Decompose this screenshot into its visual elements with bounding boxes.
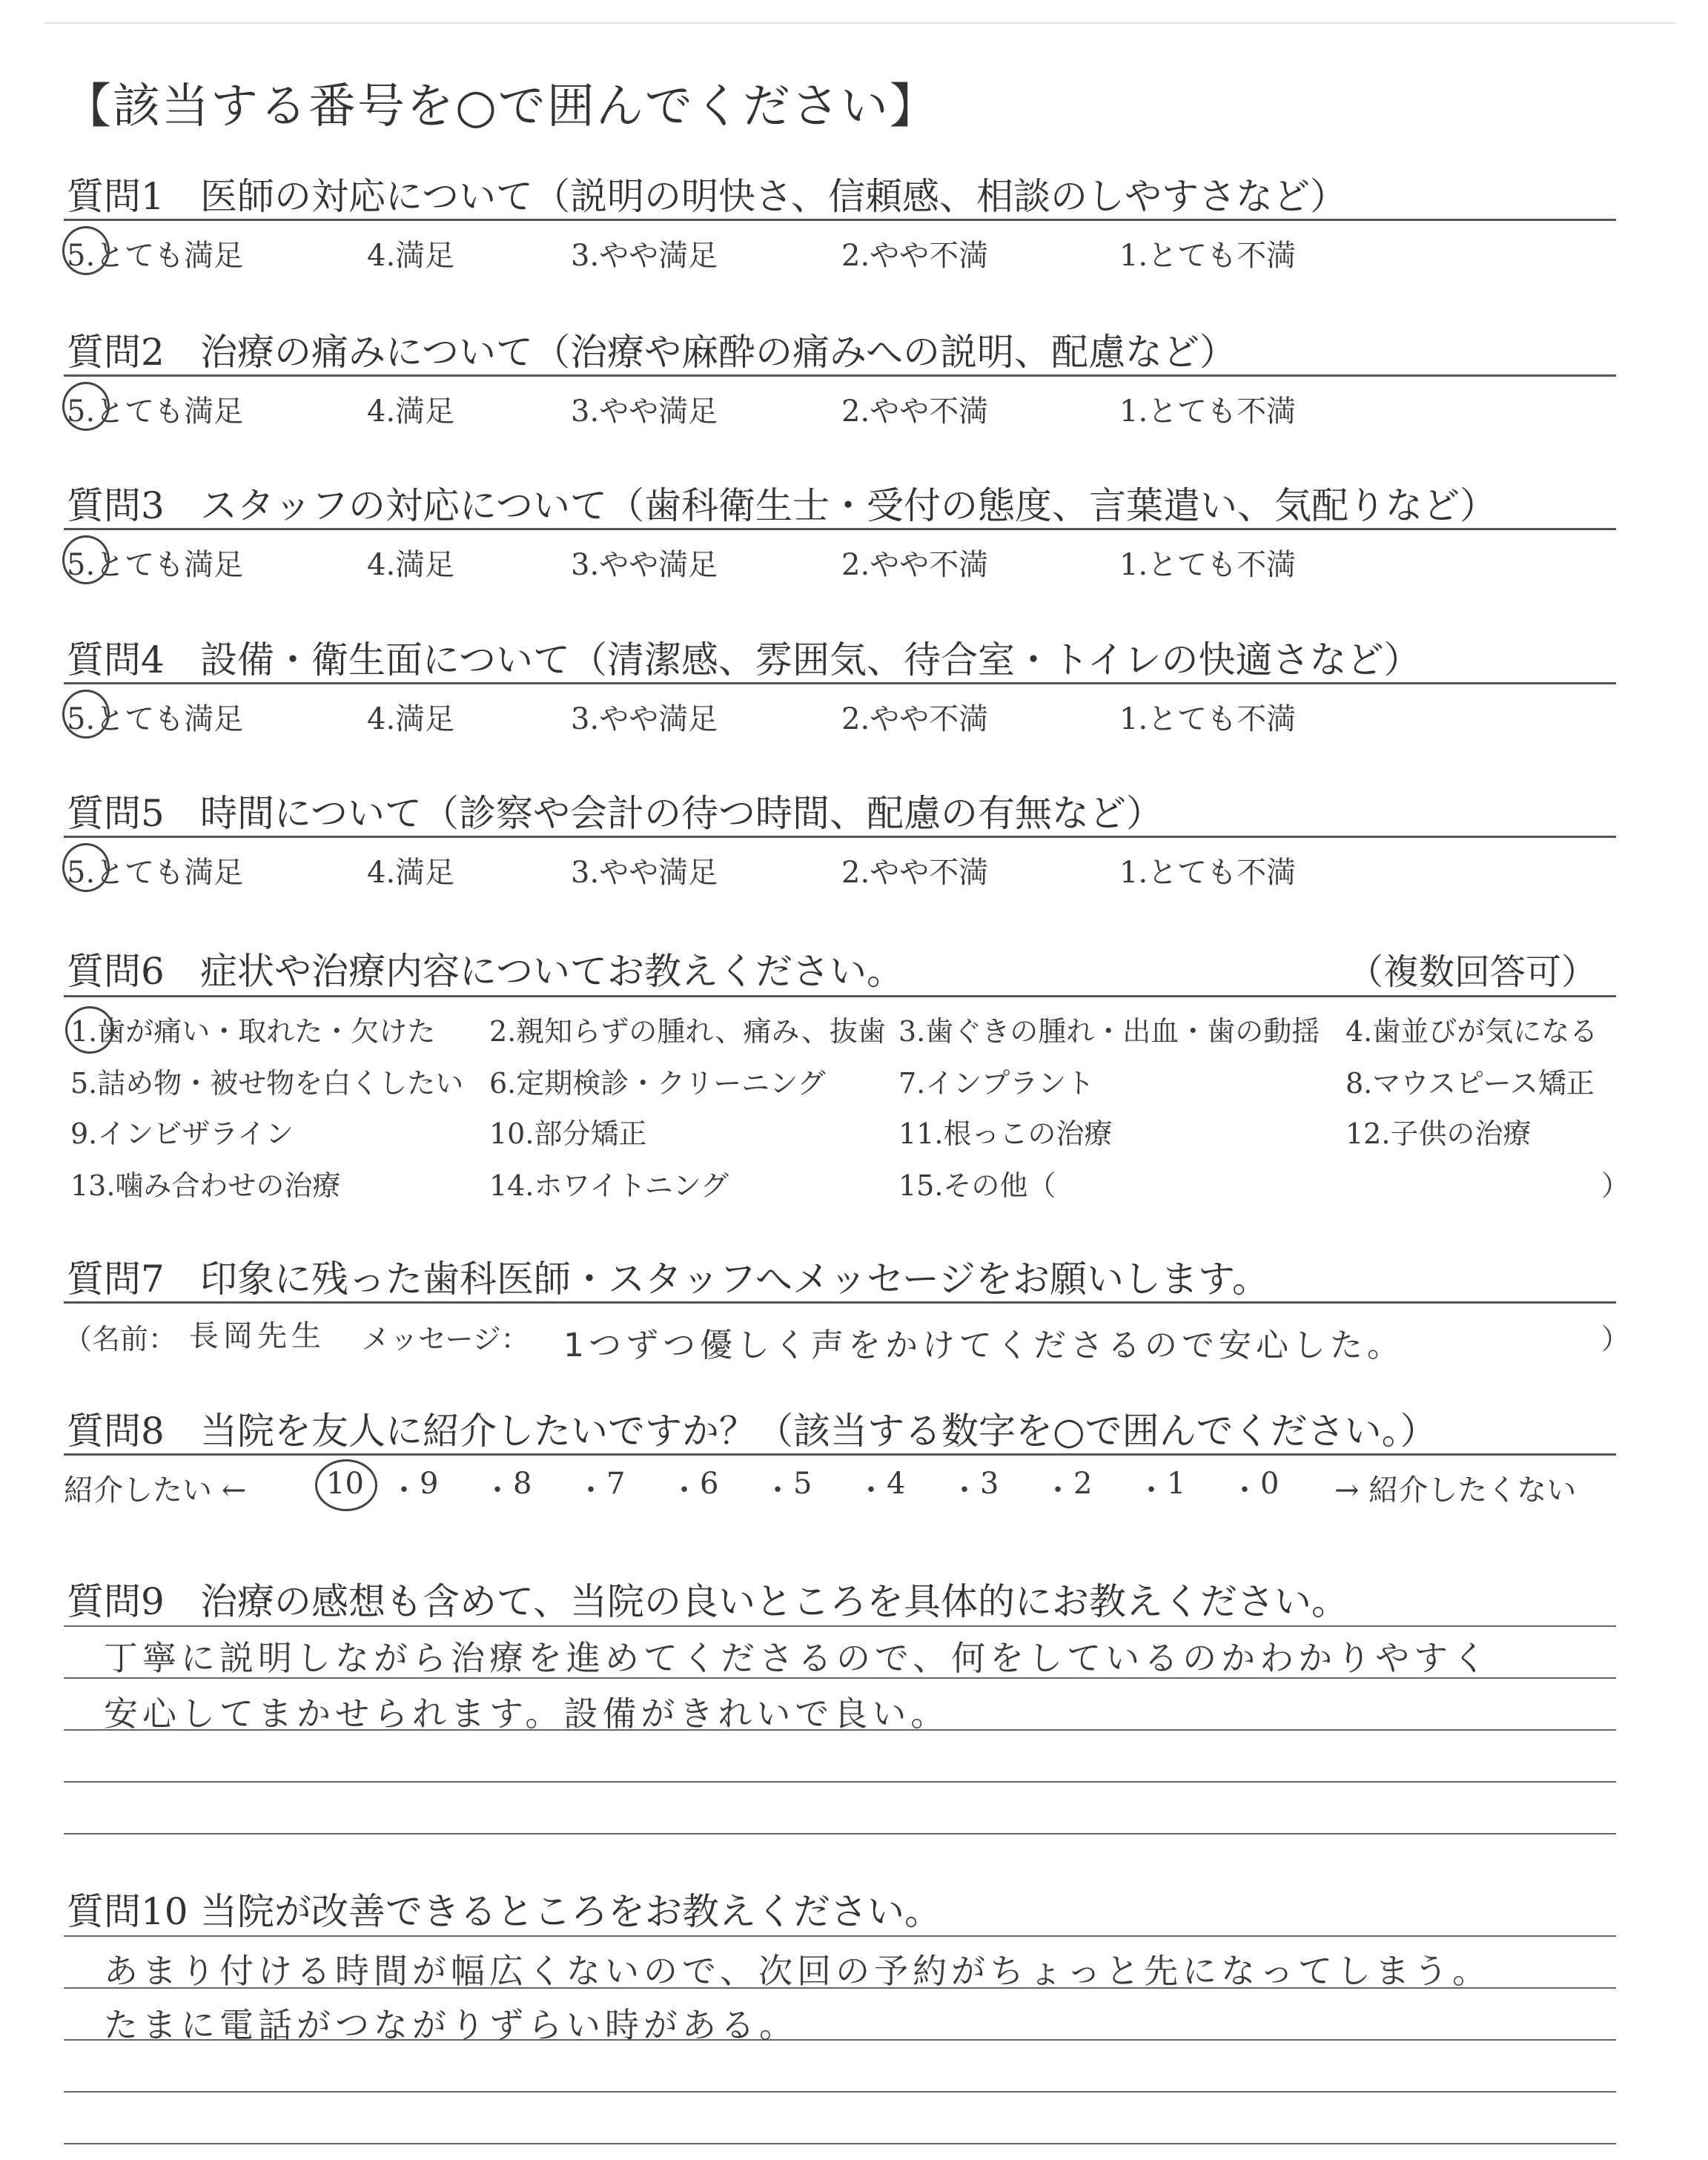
- q8-scale-7[interactable]: 7: [606, 1467, 626, 1501]
- q3-rule: [64, 528, 1616, 530]
- q8-scale-10[interactable]: 10: [326, 1467, 364, 1501]
- q6-option-9[interactable]: 9.インビザライン: [70, 1117, 294, 1150]
- q1-option-3[interactable]: 3.やや満足: [571, 239, 718, 273]
- q7-rule: [64, 1301, 1616, 1304]
- q10-number: 質問10: [67, 1890, 188, 1933]
- q6-heading: [67, 942, 904, 995]
- q6-option-15[interactable]: 15.その他（: [898, 1169, 1056, 1202]
- q6-option-6[interactable]: 6.定期検診・クリーニング: [489, 1067, 826, 1100]
- q10-line-4: [64, 2091, 1616, 2093]
- q9-line-5: [64, 1833, 1616, 1834]
- q5-selection-circle: [62, 843, 110, 892]
- q6-option-7[interactable]: 7.インプラント: [898, 1067, 1095, 1100]
- q8-rule: [64, 1453, 1616, 1456]
- q3-selection-circle: [62, 535, 110, 584]
- q7-heading: [67, 1249, 1269, 1303]
- q2-selection-circle: [62, 382, 110, 431]
- q6-rule: [64, 995, 1616, 997]
- q5-option-4[interactable]: 4.満足: [367, 856, 455, 890]
- q8-scale-separator: ・: [1043, 1473, 1073, 1507]
- q8-left-label: 紹介したい ←: [64, 1473, 247, 1507]
- q6-option-3[interactable]: 3.歯ぐきの腫れ・出血・歯の動揺: [898, 1015, 1320, 1048]
- q8-scale-2[interactable]: 2: [1073, 1467, 1093, 1501]
- q5-option-2[interactable]: 2.やや不満: [841, 856, 989, 890]
- q9-line-1: [64, 1625, 1616, 1627]
- q1-option-1[interactable]: 1.とても不満: [1119, 239, 1297, 273]
- q9-text: 治療の感想も含めて、当院の良いところを具体的にお教えください。: [200, 1580, 1348, 1623]
- q8-scale-0[interactable]: 0: [1260, 1467, 1280, 1501]
- q8-heading: [67, 1401, 1437, 1455]
- q8-scale-3[interactable]: 3: [980, 1467, 999, 1501]
- q8-text: 当院を友人に紹介したいですか？（該当する数字を○で囲んでください。）: [200, 1410, 1437, 1453]
- q3-option-3[interactable]: 3.やや満足: [571, 548, 718, 582]
- q9-answer-line-2[interactable]: 安心してまかせられます。設備がきれいで良い。: [104, 1694, 950, 1734]
- q8-scale-6[interactable]: 6: [700, 1467, 719, 1501]
- q6-option-10[interactable]: 10.部分矯正: [489, 1117, 647, 1150]
- q2-option-4[interactable]: 4.満足: [367, 394, 455, 429]
- q8-scale-9[interactable]: 9: [420, 1467, 439, 1501]
- q8-scale-separator: ・: [1136, 1473, 1166, 1507]
- q8-scale-4[interactable]: 4: [887, 1467, 906, 1501]
- q5-option-5[interactable]: 5.とても満足: [67, 856, 244, 890]
- q8-scale-separator: ・: [1230, 1473, 1260, 1507]
- q10-text: 当院が改善できるところをお教えください。: [200, 1890, 941, 1933]
- q3-option-1[interactable]: 1.とても不満: [1119, 548, 1297, 582]
- q5-rule: [64, 836, 1616, 838]
- q4-option-5[interactable]: 5.とても満足: [67, 702, 244, 736]
- q9-line-4: [64, 1781, 1616, 1783]
- q7-message-value[interactable]: 1つずつ優しく声をかけてくださるので安心した。: [563, 1327, 1404, 1364]
- q6-option-8[interactable]: 8.マウスピース矯正: [1345, 1067, 1595, 1100]
- q1-rule: [64, 219, 1616, 221]
- q9-number: 質問9: [67, 1580, 165, 1623]
- q1-option-5[interactable]: 5.とても満足: [67, 239, 244, 273]
- q7-message-label: メッセージ：: [362, 1323, 529, 1355]
- q6-option-2[interactable]: 2.親知らずの腫れ、痛み、抜歯: [489, 1015, 886, 1048]
- q6-other-close: ）: [1601, 1169, 1630, 1202]
- q6-option-13[interactable]: 13.噛み合わせの治療: [70, 1169, 341, 1202]
- q1-number: 質問1: [67, 175, 165, 218]
- q8-scale-separator: ・: [950, 1473, 979, 1507]
- q9-heading: [67, 1572, 1348, 1625]
- q8-scale-8[interactable]: 8: [513, 1467, 532, 1501]
- q8-scale-separator: ・: [856, 1473, 886, 1507]
- q8-scale-separator: ・: [669, 1473, 699, 1507]
- q4-text: 設備・衛生面について（清潔感、雰囲気、待合室・トイレの快適さなど）: [200, 638, 1421, 681]
- q7-name-value[interactable]: 長岡先生: [189, 1319, 325, 1353]
- q4-heading: [67, 630, 1421, 684]
- q10-answer-line-2[interactable]: たまに電話がつながりずらい時がある。: [104, 2005, 798, 2045]
- q4-option-2[interactable]: 2.やや不満: [841, 702, 989, 736]
- q5-option-1[interactable]: 1.とても不満: [1119, 856, 1297, 890]
- q3-heading: [67, 476, 1497, 529]
- q6-selection-circle: [65, 1006, 114, 1054]
- q2-text: 治療の痛みについて（治療や麻酔の痛みへの説明、配慮など）: [200, 331, 1237, 374]
- q1-option-2[interactable]: 2.やや不満: [841, 239, 989, 273]
- q3-option-5[interactable]: 5.とても満足: [67, 548, 244, 582]
- q6-text: 症状や治療内容についてお教えください。: [200, 950, 904, 993]
- top-border: [44, 22, 1675, 24]
- q2-number: 質問2: [67, 331, 165, 374]
- q6-option-1[interactable]: 1.歯が痛い・取れた・欠けた: [70, 1015, 436, 1048]
- q2-rule: [64, 374, 1616, 377]
- q6-option-14[interactable]: 14.ホワイトニング: [489, 1169, 729, 1202]
- page-title: 【該当する番号を○で囲んでください】: [64, 79, 939, 134]
- q4-option-3[interactable]: 3.やや満足: [571, 702, 718, 736]
- q7-name-label: （名前：: [64, 1323, 177, 1355]
- q9-answer-line-1[interactable]: 丁寧に説明しながら治療を進めてくださるので、何をしているのかわかりやすく: [104, 1638, 1492, 1678]
- q3-number: 質問3: [67, 484, 165, 527]
- q2-option-1[interactable]: 1.とても不満: [1119, 394, 1297, 429]
- q10-answer-line-1[interactable]: あまり付ける時間が幅広くないので、次回の予約がちょっと先になってしまう。: [104, 1951, 1492, 1991]
- q5-option-3[interactable]: 3.やや満足: [571, 856, 718, 890]
- q8-scale-separator: ・: [576, 1473, 606, 1507]
- q5-text: 時間について（診察や会計の待つ時間、配慮の有無など）: [200, 792, 1163, 835]
- q5-number: 質問5: [67, 792, 165, 835]
- q8-scale-separator: ・: [483, 1473, 512, 1507]
- q1-selection-circle: [62, 226, 110, 275]
- q8-scale-5[interactable]: 5: [793, 1467, 812, 1501]
- q6-option-5[interactable]: 5.詰め物・被せ物を白くしたい: [70, 1067, 464, 1100]
- q1-heading: [67, 167, 1347, 220]
- q8-selection-circle: [315, 1459, 377, 1511]
- q6-option-4[interactable]: 4.歯並びが気になる: [1345, 1015, 1598, 1048]
- q6-option-11[interactable]: 11.根っこの治療: [898, 1117, 1113, 1150]
- q2-option-5[interactable]: 5.とても満足: [67, 394, 244, 429]
- q7-number: 質問7: [67, 1258, 165, 1301]
- q4-rule: [64, 682, 1616, 684]
- q3-option-4[interactable]: 4.満足: [367, 548, 455, 582]
- q6-number: 質問6: [67, 950, 165, 993]
- q6-multi-note: （複数回答可）: [1347, 951, 1597, 993]
- q10-heading: [67, 1882, 941, 1935]
- q10-line-1: [64, 1935, 1616, 1937]
- q2-option-2[interactable]: 2.やや不満: [841, 394, 989, 429]
- q4-option-4[interactable]: 4.満足: [367, 702, 455, 736]
- q2-option-3[interactable]: 3.やや満足: [571, 394, 718, 429]
- q8-number: 質問8: [67, 1410, 165, 1453]
- q3-text: スタッフの対応について（歯科衛生士・受付の態度、言葉遣い、気配りなど）: [200, 484, 1497, 527]
- q5-heading: [67, 784, 1163, 837]
- q4-selection-circle: [62, 690, 110, 739]
- q4-option-1[interactable]: 1.とても不満: [1119, 702, 1297, 736]
- q10-line-5: [64, 2143, 1616, 2144]
- q8-right-label: → 紹介したくない: [1334, 1473, 1577, 1507]
- q2-heading: [67, 323, 1237, 376]
- q6-option-12[interactable]: 12.子供の治療: [1345, 1117, 1532, 1150]
- q1-text: 医師の対応について（説明の明快さ、信頼感、相談のしやすさなど）: [200, 175, 1347, 218]
- q7-text: 印象に残った歯科医師・スタッフへメッセージをお願いします。: [200, 1258, 1269, 1301]
- q8-scale-separator: ・: [389, 1473, 419, 1507]
- q4-number: 質問4: [67, 638, 165, 681]
- q8-scale-1[interactable]: 1: [1167, 1467, 1186, 1501]
- q7-close: ）: [1601, 1323, 1630, 1355]
- q1-option-4[interactable]: 4.満足: [367, 239, 455, 273]
- q8-scale-separator: ・: [763, 1473, 792, 1507]
- q3-option-2[interactable]: 2.やや不満: [841, 548, 989, 582]
